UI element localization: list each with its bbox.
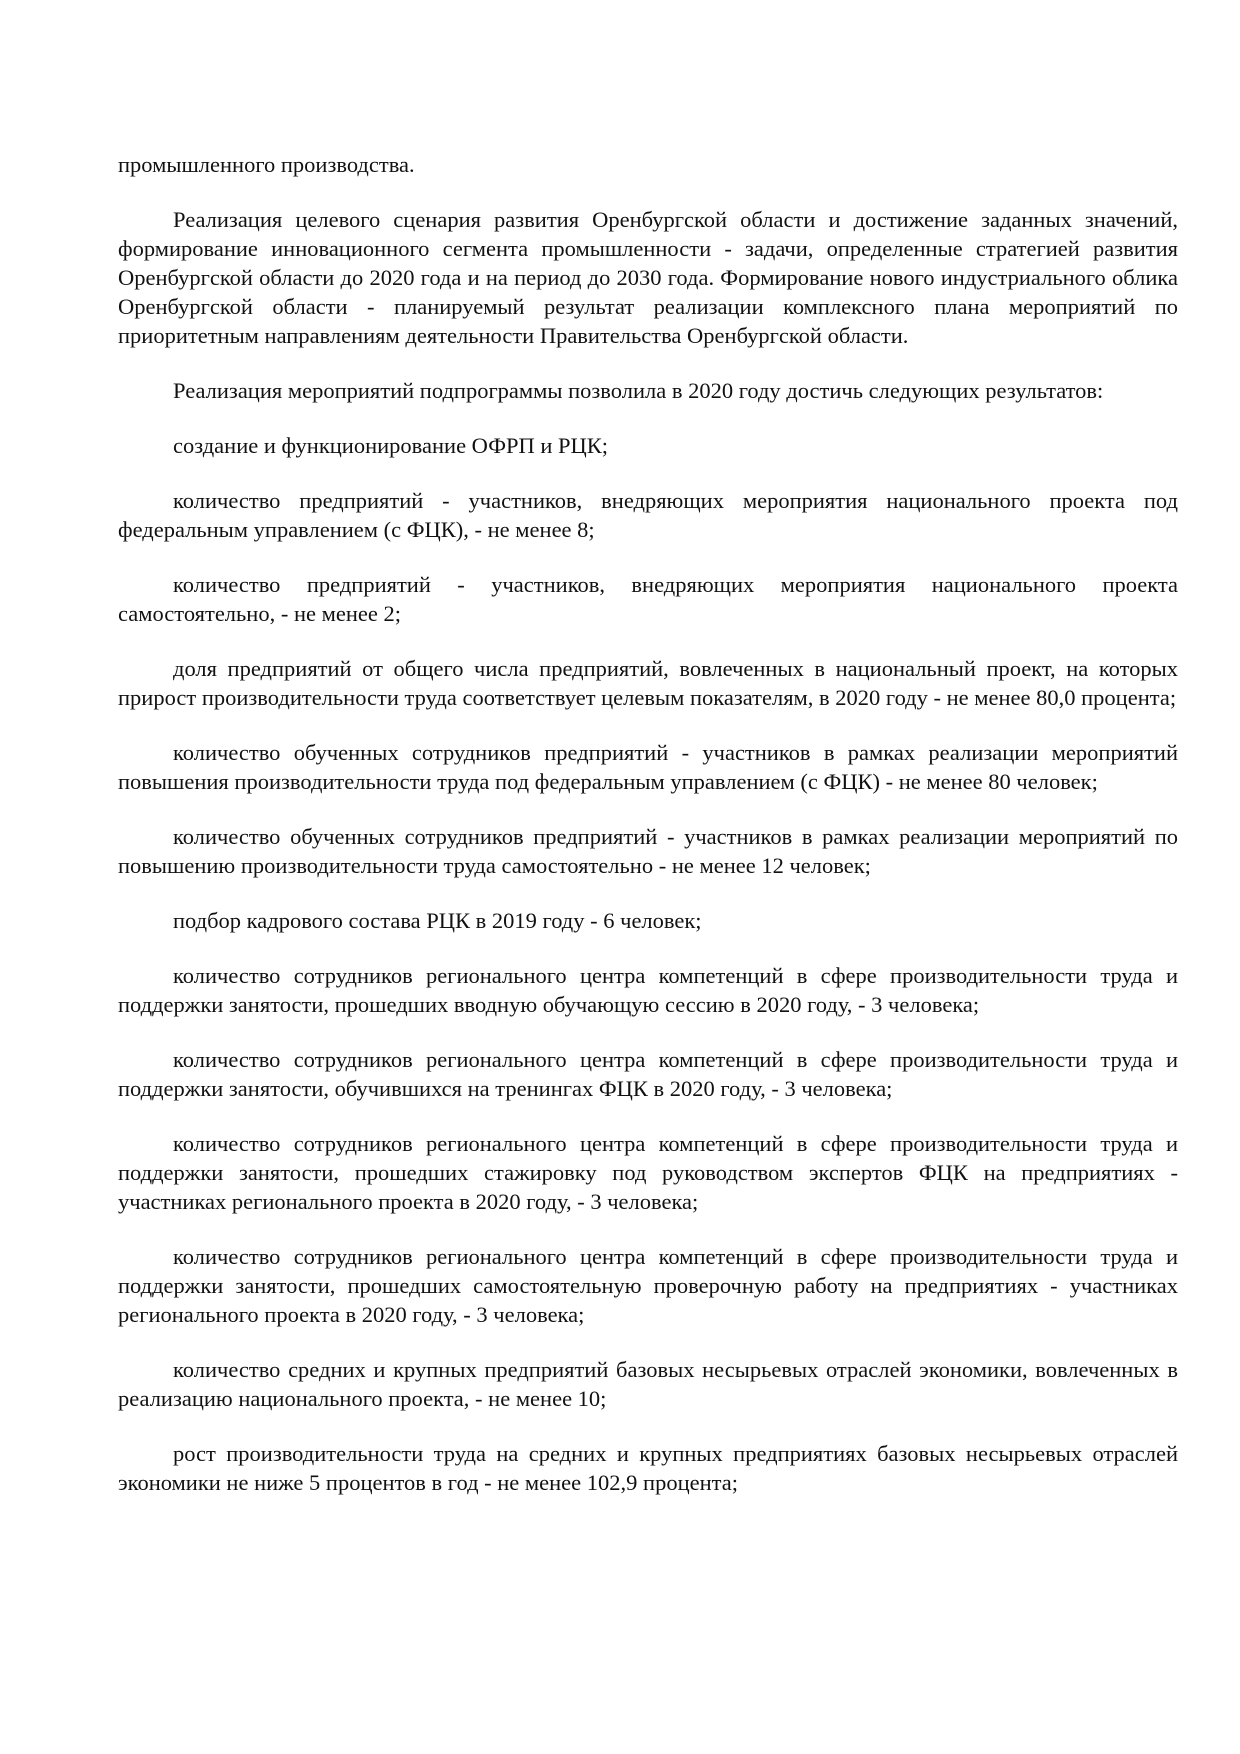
list-item: подбор кадрового состава РЦК в 2019 году - 6 человек; [173, 908, 702, 933]
list-item: количество сотрудников регионального центра компетенций в сфере производительности труда и поддержки занятости, прошедших самостоятельную проверочную работу на предприятиях - участниках регионального проекта в 2020 году, - 3 человека; [118, 1244, 1178, 1327]
paragraph: Реализация мероприятий подпрограммы позволила в 2020 году достичь следующих результатов: [173, 378, 1104, 403]
list-item: количество предприятий - участников, внедряющих мероприятия национального проекта под федеральным управлением (с ФЦК), - не менее 8; [118, 488, 1178, 542]
list-item: количество предприятий - участников, внедряющих мероприятия национального проекта самостоятельно, - не менее 2; [118, 572, 1178, 626]
list-item: количество сотрудников регионального центра компетенций в сфере производительности труда и поддержки занятости, прошедших вводную обучающую сессию в 2020 году, - 3 человека; [118, 963, 1178, 1017]
document-page [118, 150, 1178, 1523]
list-item: количество средних и крупных предприятий базовых несырьевых отраслей экономики, вовлеченных в реализацию национального проекта, - не менее 10; [118, 1357, 1178, 1411]
list-item: создание и функционирование ОФРП и РЦК; [173, 433, 609, 458]
paragraph-continuation: промышленного производства. [118, 152, 415, 177]
list-item: количество обученных сотрудников предприятий - участников в рамках реализации мероприятий повышения производительности труда под федеральным управлением (с ФЦК) - не менее 80 человек; [118, 740, 1178, 794]
list-item: количество сотрудников регионального центра компетенций в сфере производительности труда и поддержки занятости, прошедших стажировку под руководством экспертов ФЦК на предприятиях - участниках регионального проекта в 2020 году, - 3 человека; [118, 1131, 1178, 1214]
list-item: количество сотрудников регионального центра компетенций в сфере производительности труда и поддержки занятости, обучившихся на тренингах ФЦК в 2020 году, - 3 человека; [118, 1047, 1178, 1101]
list-item: доля предприятий от общего числа предприятий, вовлеченных в национальный проект, на которых прирост производительности труда соответствует целевым показателям, в 2020 году - не менее 80,0 процента; [118, 656, 1178, 710]
paragraph: Реализация целевого сценария развития Оренбургской области и достижение заданных значений, формирование инновационного сегмента промышленности - задачи, определенные стратегией развития Оренбургской области до 2020 года и на период до 2030 года. Формирование нового индустриального облика Оренбургской области - планируемый результат реализации комплексного плана мероприятий по приоритетным направлениям деятельности Правительства Оренбургской области. [118, 207, 1178, 348]
list-item: рост производительности труда на средних и крупных предприятиях базовых несырьевых отраслей экономики не ниже 5 процентов в год - не менее 102,9 процента; [118, 1441, 1178, 1495]
list-item: количество обученных сотрудников предприятий - участников в рамках реализации мероприятий по повышению производительности труда самостоятельно - не менее 12 человек; [118, 824, 1178, 878]
